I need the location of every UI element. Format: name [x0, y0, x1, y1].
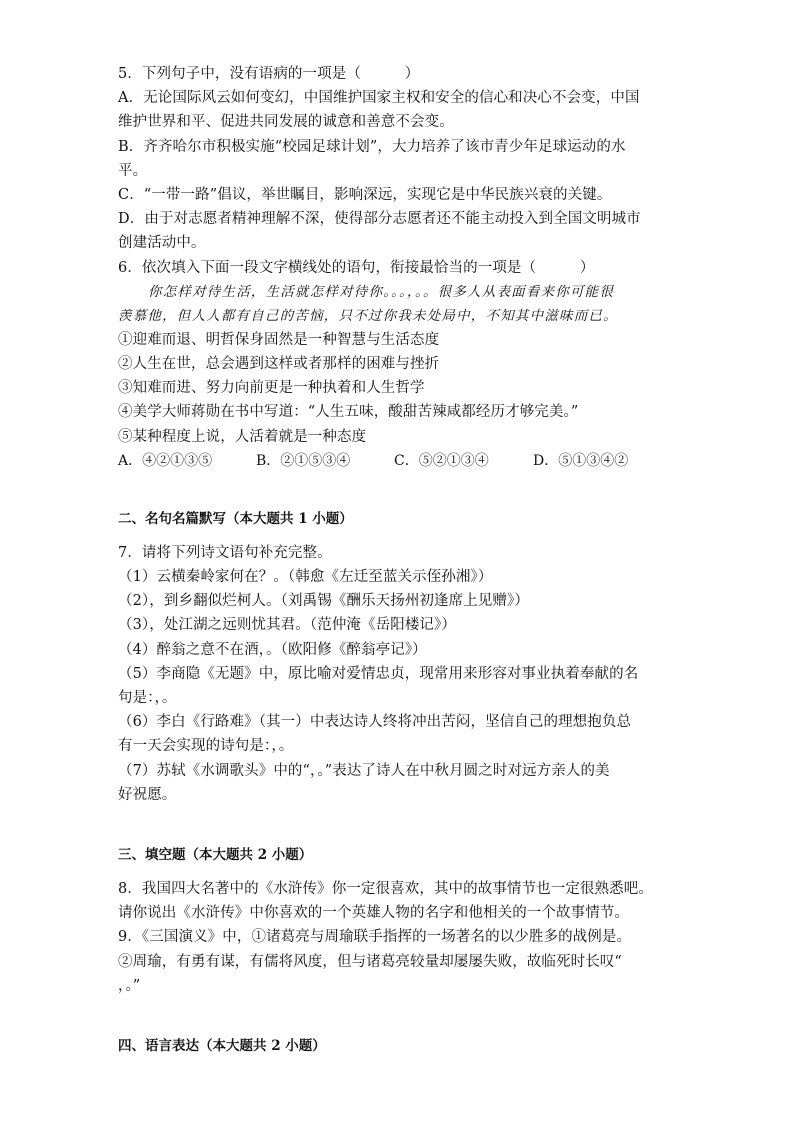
- q5-option-c: C．“一带一路”倡议，举世瞩目，影响深远，实现它是中华民族兴衰的关键。: [118, 187, 612, 204]
- q7-item-7-line1: （7）苏轼《水调歌头》中的“，。”表达了诗人在中秋月圆之时对远方亲人的美: [118, 762, 610, 779]
- q6-sentence-2: ②人生在世，总会遇到这样或者那样的困难与挫折: [118, 356, 440, 373]
- q5-option-b-line1: B．齐齐哈尔市积极实施“校园足球计划”，大力培养了该市青少年足球运动的水: [118, 138, 626, 155]
- q5-stem: 5．下列句子中，没有语病的一项是（ ）: [118, 66, 420, 82]
- q7-item-7-line2: 好祝愿。: [118, 786, 177, 803]
- q6-passage-line1: 你怎样对待生活，生活就怎样对待你。。。，。。很多人从表面看来你可能很: [148, 283, 615, 300]
- exam-page: [118, 62, 678, 1058]
- q7-item-5-line2: 句是：，。: [118, 690, 177, 707]
- q5-option-d-line2: 创建活动中。: [118, 235, 206, 252]
- section-3: [118, 843, 678, 998]
- q6-option-a: A．④②①③⑤: [118, 452, 213, 469]
- q5-option-d-line1: D．由于对志愿者精神理解不深，使得部分志愿者还不能主动投入到全国文明城市: [118, 211, 641, 228]
- q6-sentence-5: ⑤某种程度上说，人活着就是一种态度: [118, 428, 367, 445]
- q9-line3: ，。”: [118, 977, 141, 994]
- question-5: [118, 62, 678, 256]
- section-2: [118, 507, 678, 807]
- q6-sentence-3: ③知难而进、努力向前更是一种执着和人生哲学: [118, 380, 425, 397]
- q7-item-6-line2: 有一天会实现的诗句是：，。: [118, 738, 294, 755]
- section-2-title: 二、名句名篇默写（本大题共 1 小题）: [118, 510, 353, 527]
- section-4-title: 四、语言表达（本大题共 2 小题）: [118, 1038, 326, 1055]
- section-3-title: 三、填空题（本大题共 2 小题）: [118, 847, 313, 864]
- q6-sentence-4: ④美学大师蒋勋在书中写道：“人生五味，酸甜苦辣咸都经历才够完美。”: [118, 404, 579, 421]
- q9-line1: 9．《三国演义》中，①诸葛亮与周瑜联手指挥的一场著名的以少胜多的战例是。: [118, 929, 632, 946]
- q6-option-b: B．②①⑤③④: [256, 452, 351, 469]
- q9-line2: ②周瑜，有勇有谋，有儒将风度，但与诸葛亮较量却屡屡失败，故临死时长叹“: [118, 953, 622, 970]
- q7-item-3: （3），处江湖之远则忧其君。（范仲淹《岳阳楼记》）: [118, 617, 456, 634]
- question-6: [118, 256, 678, 473]
- q8-line2: 请你说出《水浒传》中你喜欢的一个英雄人物的名字和他相关的一个故事情节。: [118, 905, 629, 922]
- q7-item-2: （2），到乡翻似烂柯人。（刘禹锡《酬乐天扬州初逢席上见赠》）: [118, 593, 529, 610]
- q6-options: [118, 449, 678, 473]
- q7-item-6-line1: （6）李白《行路难》（其一）中表达诗人终将冲出苦闷，坚信自己的理想抱负总: [118, 714, 632, 731]
- q5-option-a-line1: A．无论国际风云如何变幻，中国维护国家主权和安全的信心和决心不会变，中国: [118, 90, 640, 107]
- q8-line1: 8．我国四大名著中的《水浒传》你一定很喜欢，其中的故事情节也一定很熟悉吧。: [118, 881, 653, 898]
- q5-option-b-line2: 平。: [118, 162, 148, 179]
- section-4: [118, 1034, 678, 1058]
- q6-stem: 6．依次填入下面一段文字横线处的语句，衔接最恰当的一项是（ ）: [118, 259, 595, 276]
- q6-option-d: D．⑤①③④②: [533, 452, 629, 469]
- q5-option-a-line2: 维护世界和平、促进共同发展的诚意和善意不会变。: [118, 114, 454, 131]
- q7-item-4: （4）醉翁之意不在酒，。（欧阳修《醉翁亭记》）: [118, 641, 427, 658]
- q7-stem: 7．请将下列诗文语句补充完整。: [118, 544, 332, 561]
- q6-option-c: C．⑤②①③④: [394, 452, 489, 469]
- q6-passage-line2: 羡慕他，但人人都有自己的苦恼，只不过你我未处局中，不知其中滋味而已。: [118, 307, 618, 324]
- q7-item-1: （1）云横秦岭家何在？。（韩愈《左迁至蓝关示侄孙湘》）: [118, 569, 493, 586]
- q7-item-5-line1: （5）李商隐《无题》中，原比喻对爱情忠贞，现常用来形容对事业执着奉献的名: [118, 665, 639, 682]
- q6-sentence-1: ①迎难而退、明哲保身固然是一种智慧与生活态度: [118, 331, 440, 348]
